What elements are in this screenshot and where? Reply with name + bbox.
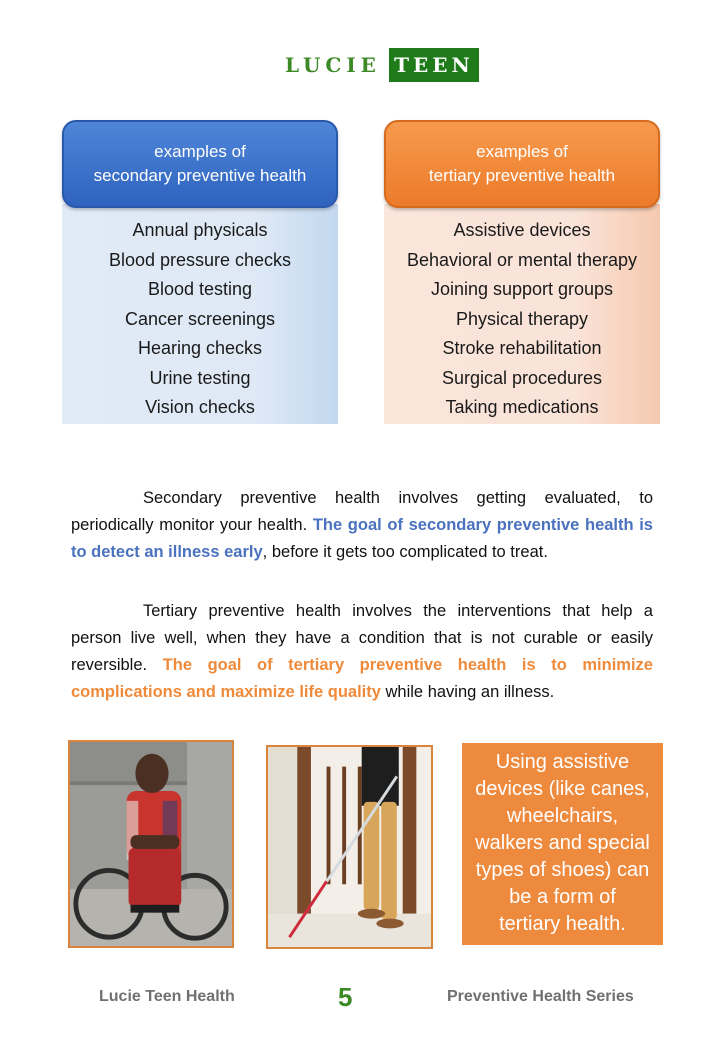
secondary-health-paragraph (71, 485, 653, 566)
tertiary-examples-box (384, 120, 660, 424)
footer-series: Preventive Health Series (447, 988, 634, 1005)
list-item: Annual physicals (132, 220, 268, 240)
list-item: Joining support groups (430, 279, 614, 299)
page-number: 5 (338, 982, 353, 1012)
list-item: Blood pressure checks (108, 249, 292, 270)
secondary-examples-box (62, 120, 338, 424)
callout-line: tertiary health. (499, 913, 626, 935)
cane-illustration (268, 747, 431, 947)
logo-word-lucie: LUCIE (285, 53, 381, 77)
list-item: Vision checks (145, 397, 255, 417)
wheelchair-photo (68, 740, 234, 948)
logo-word-teen: TEEN (389, 48, 479, 82)
secondary-box-title (62, 120, 338, 208)
paragraph-text: , before it gets too complicated to treat. (262, 543, 548, 561)
list-item: Urine testing (149, 367, 251, 388)
footer-brand: Lucie Teen Health (99, 988, 235, 1005)
secondary-title-line2: secondary preventive health (93, 166, 307, 185)
callout-line: types of shoes) can (475, 859, 650, 881)
lucie-teen-logo (285, 48, 479, 82)
list-item: Assistive devices (453, 220, 591, 240)
tertiary-goal-highlight: The goal of tertiary preventive health is to minimize complications and maximize life quality (71, 656, 653, 701)
secondary-goal-highlight: The goal of secondary preventive health is to detect an illness early (71, 516, 653, 561)
callout-line: walkers and special (475, 832, 650, 854)
list-item: Behavioral or mental therapy (406, 249, 638, 270)
list-item: Surgical procedures (441, 367, 603, 388)
callout-line: Using assistive (495, 751, 630, 773)
list-item: Cancer screenings (124, 308, 276, 329)
list-item: Blood testing (147, 279, 253, 299)
paragraph-text: Tertiary preventive health involves the interventions that help a person live well, when they have a condition that is not curable or easily reversible. (71, 602, 653, 674)
paragraph-text: while having an illness. (380, 683, 555, 701)
wheelchair-illustration (70, 742, 232, 946)
tertiary-title-line2: tertiary preventive health (428, 166, 616, 185)
assistive-devices-callout (462, 743, 663, 945)
tertiary-box-title (384, 120, 660, 208)
list-item: Hearing checks (137, 338, 263, 358)
tertiary-health-paragraph (71, 598, 653, 706)
callout-line: be a form of (509, 886, 616, 908)
paragraph-text: Secondary preventive health involves getting evaluated, to periodically monitor your health. (71, 489, 653, 534)
secondary-title-line1: examples of (154, 142, 246, 161)
tertiary-title-line1: examples of (476, 142, 568, 161)
secondary-box-list (62, 204, 338, 424)
list-item: Taking medications (445, 397, 599, 417)
callout-line: wheelchairs, (506, 805, 619, 827)
cane-photo (266, 745, 433, 949)
list-item: Physical therapy (455, 308, 589, 329)
callout-line: devices (like canes, (475, 778, 650, 800)
list-item: Stroke rehabilitation (442, 338, 602, 358)
tertiary-box-list (384, 204, 660, 424)
